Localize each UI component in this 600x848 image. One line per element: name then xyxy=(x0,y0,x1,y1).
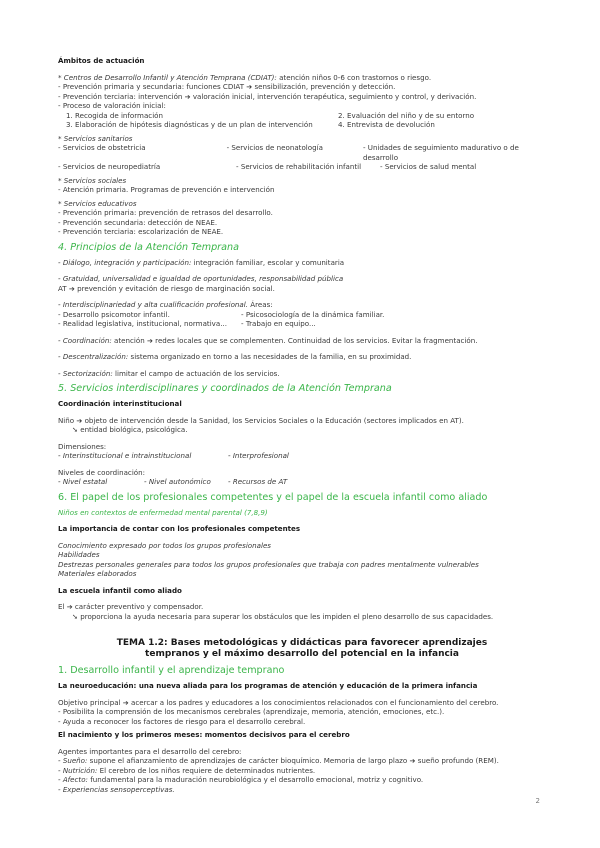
section-heading-ambitos: Ámbitos de actuación xyxy=(58,56,145,65)
subheading: La escuela infantil como aliado xyxy=(58,585,182,595)
step: 4. Entrevista de devolución xyxy=(338,120,435,129)
valoracion-row xyxy=(58,111,546,121)
niveles-row xyxy=(58,477,546,487)
agent-text: El cerebro de los niños requiere de determinados nutrientes. xyxy=(97,765,316,775)
line: Niño ➔ objeto de intervención desde la Sanidad, los Servicios Sociales o la Educación (sectores implicados en AT). xyxy=(58,415,464,425)
agent-label: - Sueño: xyxy=(58,756,88,765)
section-heading-papel: 6. El papel de los profesionales competentes y el papel de la escuela infantil como aliado xyxy=(58,491,488,503)
competence-item: Conocimiento expresado por todos los grupos profesionales xyxy=(58,540,272,550)
line: - Prevención primaria y secundaria: funciones CDIAT ➔ sensibilización, prevención y detección. xyxy=(58,82,396,91)
line: ➘ entidad biológica, psicológica. xyxy=(72,425,188,434)
dimension-item: - Interinstitucional e intrainstitucional xyxy=(58,451,192,460)
line: - Prevención secundaria: detección de NEAE. xyxy=(58,217,218,227)
page-content xyxy=(58,56,546,794)
area-item: - Psicosociología de la dinámica familiar. xyxy=(241,309,385,319)
principle-text: integración familiar, escolar y comunitaria xyxy=(191,257,345,267)
line: El ➔ carácter preventivo y compensador. xyxy=(58,602,204,611)
section-heading-desarrollo: 1. Desarrollo infantil y el aprendizaje temprano xyxy=(58,665,285,676)
principle-line xyxy=(58,258,546,268)
section-heading-servicios: 5. Servicios interdisciplinares y coordinados de la Atención Temprana xyxy=(58,383,392,394)
principle-text: limitar el campo de actuación de los servicios. xyxy=(112,368,280,378)
principle-text: atención ➔ redes locales que se complementen. Continuidad de los servicios. Evitar la fragmentación. xyxy=(111,335,478,345)
agent-text: fundamental para la maduración neurobiológica y el desarrollo emocional, motriz y cognitivo. xyxy=(87,775,424,784)
agent-label: - Afecto: xyxy=(58,775,88,784)
principle-label: - Descentralización: xyxy=(58,352,129,361)
principle-label: - Diálogo, integración y participación: xyxy=(58,257,192,267)
agent-line xyxy=(58,766,546,776)
agent-text: supone el afianzamiento de aprendizajes de carácter bioquímico. Memoria de largo plazo ➔ sueño profundo (REM). xyxy=(87,756,499,765)
step: 1. Recogida de información xyxy=(66,110,163,120)
valoracion-row xyxy=(58,120,546,130)
line: - Atención primaria. Programas de prevención e intervención xyxy=(58,185,275,194)
line: - Proceso de valoración inicial: xyxy=(58,101,166,110)
step: 3. Elaboración de hipótesis diagnósticas y de un plan de intervención xyxy=(66,120,313,129)
cdiat-text: atención niños 0-6 con trastornos o riesgo. xyxy=(276,72,432,82)
dimension-item: - Interprofesional xyxy=(228,451,289,460)
line: - Ayuda a reconocer los factores de riesgo para el desarrollo cerebral. xyxy=(58,716,306,726)
competence-item: Destrezas personales generales para todos los grupos profesionales que trabaja con padres mentalmente vulnerables xyxy=(58,559,479,569)
section-heading-principios: 4. Principios de la Atención Temprana xyxy=(58,241,239,253)
service-item: - Servicios de neuropediatría xyxy=(58,162,161,171)
subheading: La neuroeducación: una nueva aliada para los programas de atención y educación de la primera infancia xyxy=(58,681,478,690)
agent-line: - Experiencias sensoperceptivas. xyxy=(58,784,175,794)
dimensiones-label: Dimensiones: xyxy=(58,441,107,451)
line: - Prevención primaria: prevención de retrasos del desarrollo. xyxy=(58,208,273,217)
sociales-label: * Servicios sociales xyxy=(58,175,127,185)
cdiat-line xyxy=(58,73,546,83)
sanitarios-row xyxy=(58,143,546,162)
subheading: La importancia de contar con los profesionales competentes xyxy=(58,524,301,533)
nivel-item: - Nivel estatal xyxy=(58,477,108,486)
subheading: El nacimiento y los primeros meses: momentos decisivos para el cerebro xyxy=(58,730,350,739)
service-item: - Unidades de seguimiento madurativo o de desarrollo xyxy=(362,143,519,162)
line: - Prevención terciaria: intervención ➔ valoración inicial, intervención terapéutica, seguimiento y control, y derivación. xyxy=(58,91,477,101)
areas-row xyxy=(58,319,546,329)
niveles-label: Niveles de coordinación: xyxy=(58,467,146,477)
line: Agentes importantes para el desarrollo del cerebro: xyxy=(58,746,242,756)
cdiat-label: * Centros de Desarrollo Infantil y Atención Temprana (CDIAT): xyxy=(58,72,277,82)
page-number: 2 xyxy=(535,797,540,805)
tema-title: tempranos y el máximo desarrollo del potencial en la infancia xyxy=(145,649,459,659)
area-item: - Desarrollo psicomotor infantil. xyxy=(58,309,170,319)
principle-label: - Gratuidad, universalidad e igualdad de oportunidades, responsabilidad pública xyxy=(58,274,344,283)
service-item: - Servicios de rehabilitación infantil xyxy=(236,162,362,171)
principle-line xyxy=(58,352,546,362)
line: - Posibilita la comprensión de los mecanismos cerebrales (aprendizaje, memoria, atención, emociones, etc.). xyxy=(58,707,445,716)
sanitarios-row xyxy=(58,162,546,172)
green-subheading: Niños en contextos de enfermedad mental parental (7,8,9) xyxy=(58,507,268,517)
service-item: - Servicios de neonatología xyxy=(226,143,323,152)
area-item: - Realidad legislativa, institucional, normativa... xyxy=(58,319,227,328)
line: Objetivo principal ➔ acercar a los padres y educadores a los conocimientos relacionados con el funcionamiento del cerebro. xyxy=(58,697,499,707)
agent-line xyxy=(58,756,546,766)
areas-row xyxy=(58,310,546,320)
educativos-label: * Servicios educativos xyxy=(58,198,137,208)
competence-item: Habilidades xyxy=(58,550,100,559)
subheading: Coordinación interinstitucional xyxy=(58,399,182,408)
nivel-item: - Recursos de AT xyxy=(228,477,288,486)
tema-title: TEMA 1.2: Bases metodológicas y didácticas para favorecer aprendizajes xyxy=(116,638,488,648)
principle-text: sistema organizado en torno a las necesidades de la familia, en su proximidad. xyxy=(128,352,412,361)
step: 2. Evaluación del niño y de su entorno xyxy=(338,110,475,120)
service-item: - Servicios de salud mental xyxy=(380,162,477,171)
principle-label: - Sectorización: xyxy=(58,368,113,378)
service-item: - Servicios de obstetricia xyxy=(58,143,146,152)
principle-line xyxy=(58,369,546,379)
nivel-item: - Nivel autonómico xyxy=(144,477,211,486)
principle-line xyxy=(58,300,546,310)
dimensiones-row xyxy=(58,451,546,461)
principle-label: - Coordinación: xyxy=(58,335,112,345)
agent-line xyxy=(58,775,546,785)
competence-item: Materiales elaborados xyxy=(58,569,137,578)
principle-line xyxy=(58,336,546,346)
agent-label: - Nutrición: xyxy=(58,765,98,775)
line: - Prevención terciaria: escolarización de NEAE. xyxy=(58,227,224,236)
principle-label: - Interdisciplinariedad y alta cualificación profesional. xyxy=(58,300,248,309)
line: ➘ proporciona la ayuda necesaria para superar los obstáculos que les impiden el pleno desarrollo de sus capacidades. xyxy=(72,611,494,621)
principle-text: Áreas: xyxy=(247,300,273,309)
area-item: - Trabajo en equipo... xyxy=(241,319,316,328)
principle-text: AT ➔ prevención y evitación de riesgo de marginación social. xyxy=(58,283,275,293)
sanitarios-label: * Servicios sanitarios xyxy=(58,133,133,143)
